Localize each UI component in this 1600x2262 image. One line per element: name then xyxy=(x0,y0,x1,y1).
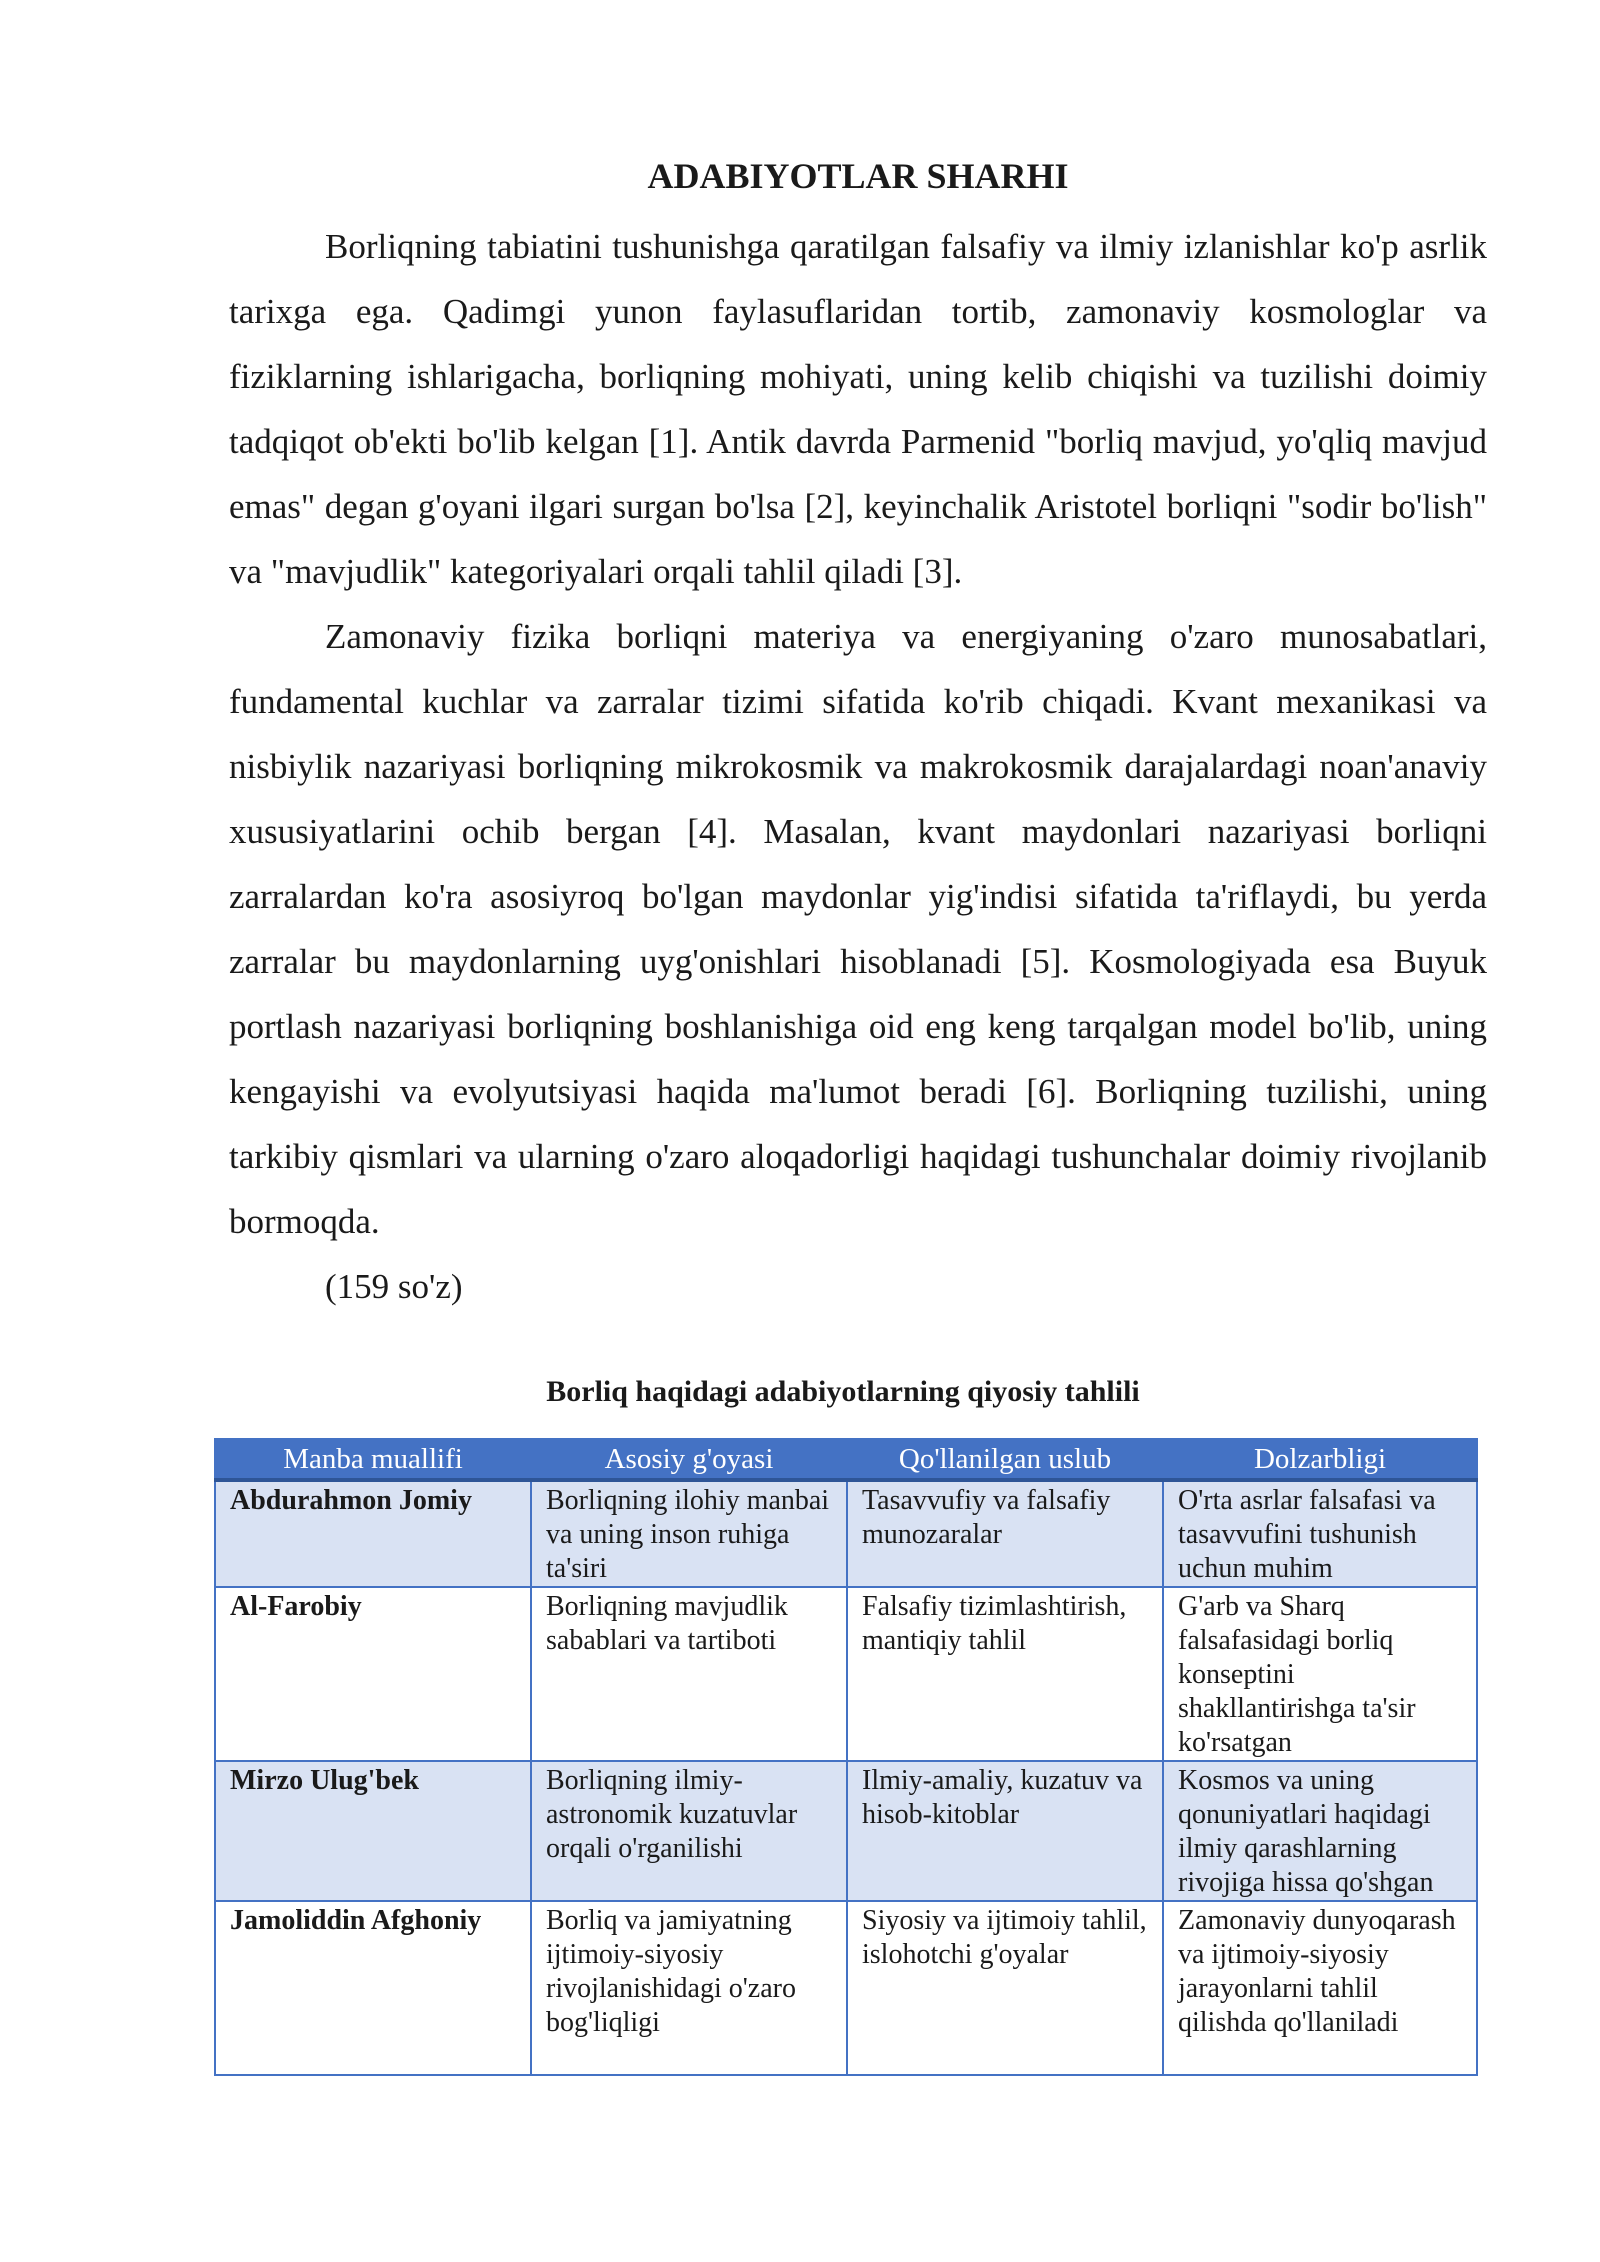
table-cell-author: Abdurahmon Jomiy xyxy=(215,1480,531,1587)
table-cell-main-idea: Borliqning ilohiy manbai va uning inson ruhiga ta'siri xyxy=(531,1480,847,1587)
table-cell-author: Mirzo Ulug'bek xyxy=(215,1761,531,1901)
table-cell-relevance: Zamonaviy dunyoqarash va ijtimoiy-siyosiy jarayonlarni tahlil qilishda qo'llaniladi xyxy=(1163,1901,1477,2075)
paragraph-1: Borliqning tabiatini tushunishga qaratilgan falsafiy va ilmiy izlanishlar ko'p asrlik tarixga ega. Qadimgi yunon faylasuflaridan tortib, zamonaviy kosmologlar va fiziklarning ishlarigacha, borliqning mohiyati, uning kelib chiqishi va tuzilishi doimiy tadqiqot ob'ekti bo'lib kelgan [1]. Antik davrda Parmenid "borliq mavjud, yo'qliq mavjud emas" degan g'oyani ilgari surgan bo'lsa [2], keyinchalik Aristotel borliqni "sodir bo'lish" va "mavjudlik" kategoriyalari orqali tahlil qiladi [3]. xyxy=(229,227,1487,591)
table-cell-main-idea: Borliq va jamiyatning ijtimoiy-siyosiy rivojlanishidagi o'zaro bog'liqligi xyxy=(531,1901,847,2075)
table-caption: Borliq haqidagi adabiyotlarning qiyosiy tahlili xyxy=(546,1375,1140,1408)
table-row xyxy=(215,1587,1477,1761)
word-count: (159 so'z) xyxy=(325,1267,463,1306)
table-cell-main-idea: Borliqning mavjudlik sabablari va tartiboti xyxy=(531,1587,847,1761)
table-cell-author: Jamoliddin Afghoniy xyxy=(215,1901,531,2075)
document-body xyxy=(229,150,1487,1319)
table-cell-method: Tasavvufiy va falsafiy munozaralar xyxy=(847,1480,1163,1587)
table-cell-method: Falsafiy tizimlashtirish, mantiqiy tahlil xyxy=(847,1587,1163,1761)
table-row xyxy=(215,1480,1477,1587)
table-cell-author: Al-Farobiy xyxy=(215,1587,531,1761)
page-title: ADABIYOTLAR SHARHI xyxy=(647,156,1069,196)
column-header-method: Qo'llanilgan uslub xyxy=(847,1439,1163,1480)
literature-table xyxy=(214,1438,1478,2076)
table-cell-relevance: O'rta asrlar falsafasi va tasavvufini tushunish uchun muhim xyxy=(1163,1480,1477,1587)
column-header-main-idea: Asosiy g'oyasi xyxy=(531,1439,847,1480)
table-cell-relevance: Kosmos va uning qonuniyatlari haqidagi ilmiy qarashlarning rivojiga hissa qo'shgan xyxy=(1163,1761,1477,1901)
table-header-row xyxy=(215,1439,1477,1480)
column-header-relevance: Dolzarbligi xyxy=(1163,1439,1477,1480)
column-header-author: Manba muallifi xyxy=(215,1439,531,1480)
table-row xyxy=(215,1761,1477,1901)
table-cell-method: Ilmiy-amaliy, kuzatuv va hisob-kitoblar xyxy=(847,1761,1163,1901)
paragraph-2: Zamonaviy fizika borliqni materiya va energiyaning o'zaro munosabatlari, fundamental kuchlar va zarralar tizimi sifatida ko'rib chiqadi. Kvant mexanikasi va nisbiylik nazariyasi borliqning mikrokosmik va makrokosmik darajalardagi noan'anaviy xususiyatlarini ochib bergan [4]. Masalan, kvant maydonlari nazariyasi borliqni zarralardan ko'ra asosiyroq bo'lgan maydonlar yig'indisi sifatida ta'riflaydi, bu yerda zarralar bu maydonlarning uyg'onishlari hisoblanadi [5]. Kosmologiyada esa Buyuk portlash nazariyasi borliqning boshlanishiga oid eng keng tarqalgan model bo'lib, uning kengayishi va evolyutsiyasi haqida ma'lumot beradi [6]. Borliqning tuzilishi, uning tarkibiy qismlari va ularning o'zaro aloqadorligi haqidagi tushunchalar doimiy rivojlanib bormoqda. xyxy=(229,617,1487,1241)
table-cell-method: Siyosiy va ijtimoiy tahlil, islohotchi g'oyalar xyxy=(847,1901,1163,2075)
table-row xyxy=(215,1901,1477,2075)
table-cell-relevance: G'arb va Sharq falsafasidagi borliq konseptini shakllantirishga ta'sir ko'rsatgan xyxy=(1163,1587,1477,1761)
table-cell-main-idea: Borliqning ilmiy-astronomik kuzatuvlar orqali o'rganilishi xyxy=(531,1761,847,1901)
